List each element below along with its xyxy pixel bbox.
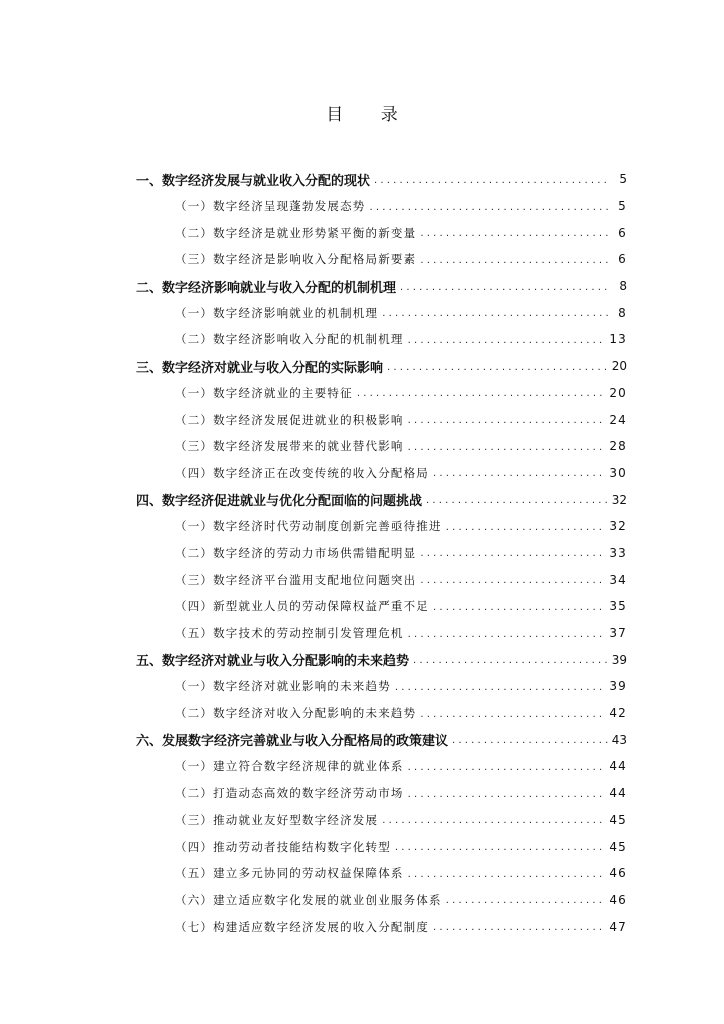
toc-entry-title: 五、数字经济对就业与收入分配影响的未来趋势 (136, 654, 410, 670)
toc-section-entry[interactable] (0, 433, 627, 460)
toc-section-entry[interactable] (0, 593, 627, 620)
toc-leader-dots (357, 388, 606, 399)
toc-section-entry[interactable] (0, 860, 627, 887)
toc-entry-title: （三）数字经济平台滥用支配地位问题突出 (175, 572, 417, 587)
toc-leader-dots (408, 629, 606, 640)
table-of-contents (0, 166, 724, 940)
toc-page-number: 44 (609, 786, 627, 801)
toc-page-number: 35 (609, 599, 627, 614)
toc-leader-dots (452, 735, 608, 746)
toc-section-entry[interactable] (0, 460, 627, 487)
toc-page-number: 32 (609, 519, 627, 534)
toc-leader-dots (382, 815, 605, 826)
toc-entry-title: （三）数字经济发展带来的就业替代影响 (175, 439, 404, 454)
toc-page-number: 39 (611, 652, 627, 667)
toc-section-entry[interactable] (0, 299, 627, 326)
toc-chapter-entry[interactable] (0, 166, 627, 193)
toc-page-number: 30 (609, 465, 627, 480)
toc-chapter-entry[interactable] (0, 486, 627, 513)
toc-entry-title: （二）数字经济的劳动力市场供需错配明显 (175, 545, 417, 560)
toc-page-number: 37 (609, 626, 627, 641)
toc-page-number: 45 (609, 812, 627, 827)
toc-chapter-entry[interactable] (0, 646, 627, 673)
toc-leader-dots (420, 228, 609, 239)
toc-page-number: 6 (618, 225, 627, 240)
toc-leader-dots (433, 602, 605, 613)
toc-section-entry[interactable] (0, 193, 627, 220)
toc-page-number: 46 (609, 866, 627, 881)
toc-page-number: 6 (618, 252, 627, 267)
toc-section-entry[interactable] (0, 700, 627, 727)
toc-page-number: 5 (618, 199, 627, 214)
toc-entry-title: （二）打造动态高效的数字经济劳动市场 (175, 786, 404, 801)
toc-leader-dots (395, 842, 605, 853)
toc-list (0, 166, 627, 940)
toc-leader-dots (382, 308, 609, 319)
toc-leader-dots (420, 548, 605, 559)
toc-page-number: 34 (609, 572, 627, 587)
page-title: 目 录 (326, 105, 414, 125)
toc-section-entry[interactable] (0, 540, 627, 567)
toc-leader-dots (446, 522, 606, 533)
toc-section-entry[interactable] (0, 620, 627, 647)
toc-chapter-entry[interactable] (0, 726, 627, 753)
toc-section-entry[interactable] (0, 913, 627, 940)
toc-leader-dots (387, 362, 608, 373)
toc-page-number: 32 (611, 492, 627, 507)
toc-leader-dots (433, 468, 605, 479)
toc-leader-dots (426, 495, 608, 506)
toc-page-number: 20 (611, 359, 627, 374)
toc-entry-title: 一、数字经济发展与就业收入分配的现状 (136, 173, 371, 189)
toc-entry-title: 四、数字经济促进就业与优化分配面临的问题挑战 (136, 494, 423, 510)
toc-section-entry[interactable] (0, 887, 627, 914)
toc-leader-dots (433, 922, 605, 933)
toc-section-entry[interactable] (0, 833, 627, 860)
toc-section-entry[interactable] (0, 219, 627, 246)
toc-section-entry[interactable] (0, 513, 627, 540)
toc-leader-dots (420, 255, 609, 266)
toc-page-number: 42 (609, 706, 627, 721)
toc-section-entry[interactable] (0, 753, 627, 780)
toc-section-entry[interactable] (0, 673, 627, 700)
toc-entry-title: （一）数字经济影响就业的机制机理 (175, 305, 379, 320)
toc-leader-dots (408, 869, 606, 880)
toc-entry-title: （二）数字经济对收入分配影响的未来趋势 (175, 706, 417, 721)
toc-entry-title: （五）数字技术的劳动控制引发管理危机 (175, 626, 404, 641)
toc-entry-title: （一）数字经济就业的主要特征 (175, 385, 353, 400)
toc-leader-dots (408, 335, 606, 346)
toc-entry-title: （四）数字经济正在改变传统的收入分配格局 (175, 465, 429, 480)
toc-page-number: 43 (611, 732, 627, 747)
toc-page-number: 13 (609, 332, 627, 347)
toc-page-number: 8 (619, 279, 627, 294)
toc-page-number: 24 (609, 412, 627, 427)
toc-entry-title: （五）建立多元协同的劳动权益保障体系 (175, 866, 404, 881)
toc-section-entry[interactable] (0, 406, 627, 433)
toc-entry-title: （四）新型就业人员的劳动保障权益严重不足 (175, 599, 429, 614)
toc-entry-title: （一）数字经济对就业影响的未来趋势 (175, 679, 391, 694)
toc-leader-dots (408, 789, 606, 800)
toc-section-entry[interactable] (0, 380, 627, 407)
toc-leader-dots (413, 655, 608, 666)
toc-entry-title: （三）推动就业友好型数字经济发展 (175, 812, 379, 827)
toc-section-entry[interactable] (0, 326, 627, 353)
toc-entry-title: 三、数字经济对就业与收入分配的实际影响 (136, 360, 384, 376)
toc-entry-title: 二、数字经济影响就业与收入分配的机制机理 (136, 280, 397, 296)
toc-leader-dots (408, 442, 606, 453)
toc-leader-dots (408, 415, 606, 426)
toc-section-entry[interactable] (0, 780, 627, 807)
toc-entry-title: （一）数字经济时代劳动制度创新完善亟待推进 (175, 519, 442, 534)
toc-page-number: 28 (609, 439, 627, 454)
toc-entry-title: （六）建立适应数字化发展的就业创业服务体系 (175, 892, 442, 907)
toc-leader-dots (420, 575, 605, 586)
toc-leader-dots (420, 709, 605, 720)
toc-leader-dots (395, 682, 605, 693)
toc-page-number: 20 (609, 385, 627, 400)
toc-entry-title: （四）推动劳动者技能结构数字化转型 (175, 839, 391, 854)
toc-entry-title: （七）构建适应数字经济发展的收入分配制度 (175, 919, 429, 934)
toc-entry-title: 六、发展数字经济完善就业与收入分配格局的政策建议 (136, 734, 449, 750)
toc-leader-dots (370, 202, 610, 213)
toc-page-number: 39 (609, 679, 627, 694)
toc-page-number: 5 (619, 172, 627, 187)
toc-page-number: 8 (618, 305, 627, 320)
toc-page-number: 47 (609, 919, 627, 934)
toc-entry-title: （二）数字经济是就业形势紧平衡的新变量 (175, 225, 417, 240)
toc-entry-title: （一）建立符合数字经济规律的就业体系 (175, 759, 404, 774)
toc-leader-dots (446, 895, 606, 906)
toc-leader-dots (408, 762, 606, 773)
toc-leader-dots (400, 282, 609, 293)
toc-entry-title: （三）数字经济是影响收入分配格局新要素 (175, 252, 417, 267)
toc-leader-dots (374, 175, 609, 186)
toc-page-number: 33 (609, 545, 627, 560)
toc-section-entry[interactable] (0, 566, 627, 593)
toc-page-number: 45 (609, 839, 627, 854)
toc-page-number: 46 (609, 892, 627, 907)
toc-entry-title: （一）数字经济呈现蓬勃发展态势 (175, 199, 366, 214)
toc-section-entry[interactable] (0, 246, 627, 273)
toc-section-entry[interactable] (0, 807, 627, 834)
toc-chapter-entry[interactable] (0, 273, 627, 300)
toc-chapter-entry[interactable] (0, 353, 627, 380)
toc-page-number: 44 (609, 759, 627, 774)
toc-entry-title: （二）数字经济影响收入分配的机制机理 (175, 332, 404, 347)
toc-entry-title: （二）数字经济发展促进就业的积极影响 (175, 412, 404, 427)
